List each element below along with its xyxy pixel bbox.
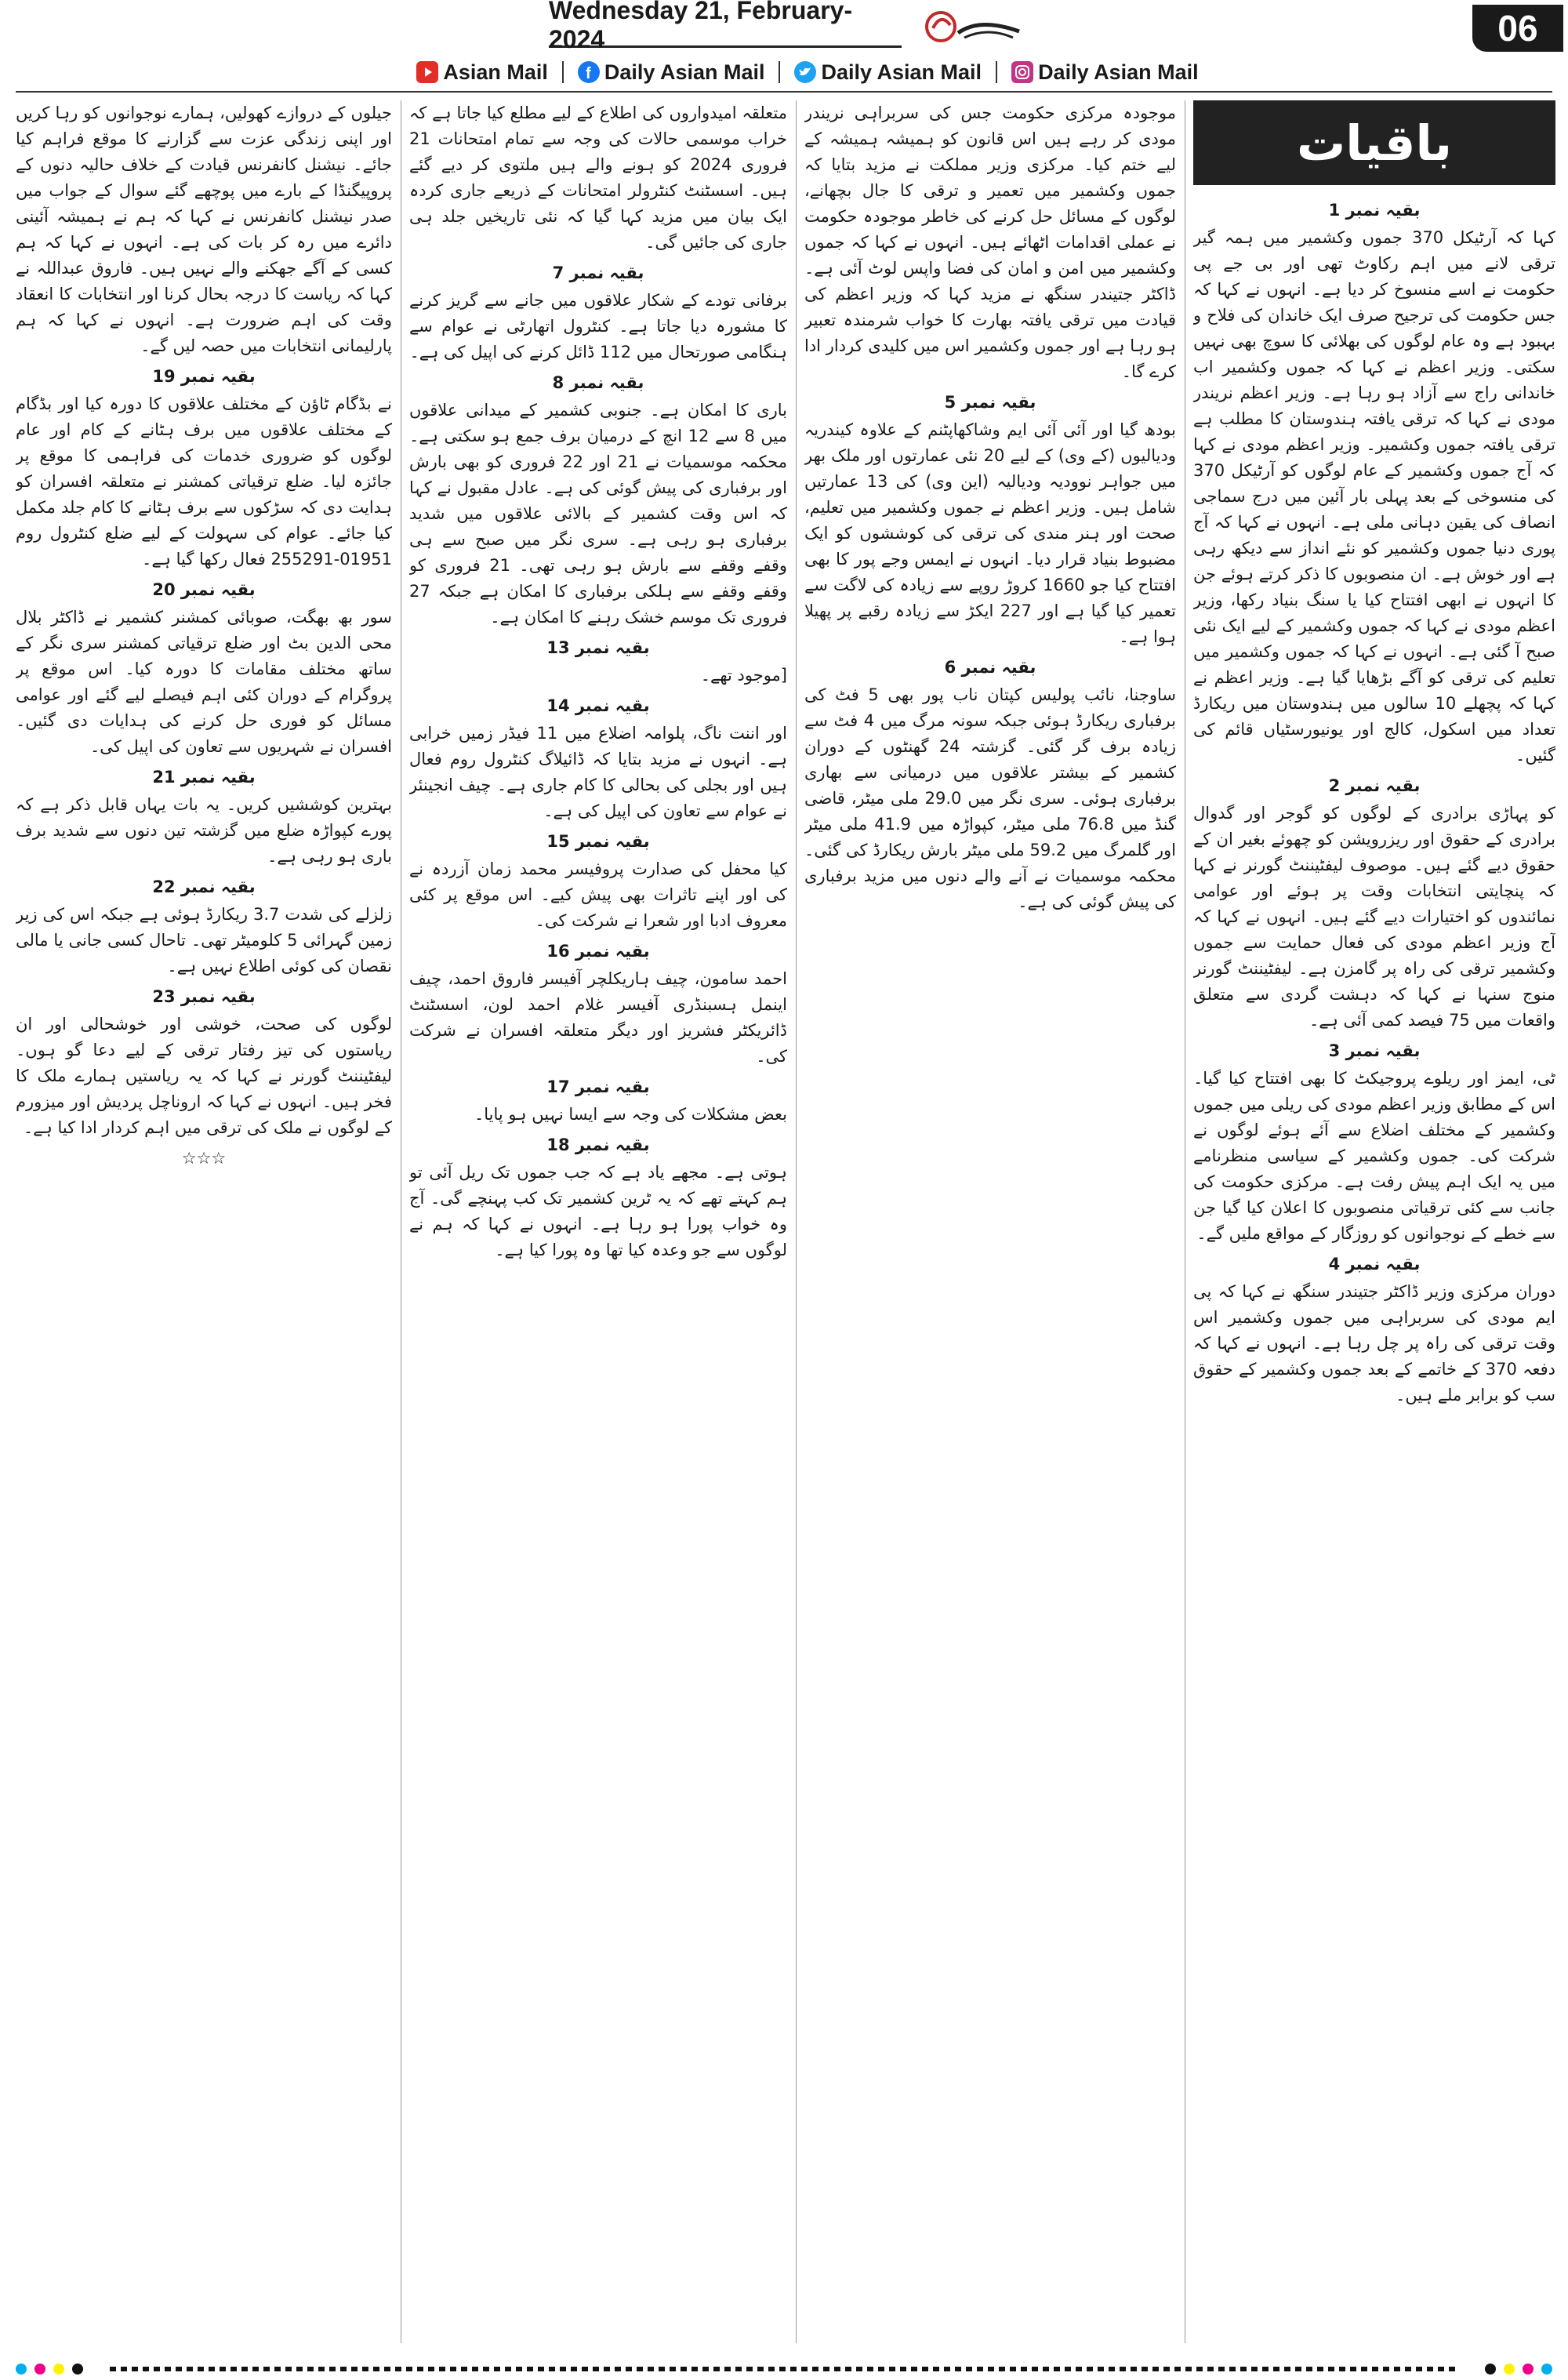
section-head: بقیہ نمبر 19: [152, 367, 256, 386]
section-head: بقیہ نمبر 4: [1328, 1255, 1421, 1274]
divider: [562, 61, 564, 83]
section-text: احمد سامون، چیف ہاریکلچر آفیسر فاروق احمد، چیف اینمل ہسبنڈری آفیسر غلام احمد لون، اسسٹنٹ ڈائریکٹر فشریز اور دیگر متعلقہ افسران نے شرکت کی۔: [409, 969, 787, 1066]
column-2: [804, 100, 1176, 2343]
section-text: باری کا امکان ہے۔ جنوبی کشمیر کے میدانی علاقوں میں 8 سے 12 انچ کے درمیان برف جمع ہو سکتی ہے۔ محکمہ موسمیات نے 21 اور 22 فروری کو بھی بارش اور برفباری کی پیش گوئی کی ہے۔ عادل مقبول نے کہا کہ اس وقت کشمیر کے بالائی علاقوں میں شدید برفباری ہو رہی ہے۔ سری نگر میں صبح سے ہی وقفے وقفے سے بارش ہو رہی تھی۔ 21 فروری کو وقفے وقفے سے ہلکی برفباری کا امکان ہے جبکہ 27 فروری تک موسم خشک رہنے کا امکان ہے۔: [409, 401, 787, 627]
section-head: بقیہ نمبر 15: [546, 832, 650, 851]
section-text: نے بڈگام ٹاؤن کے مختلف علاقوں کا دورہ کیا اور بڈگام کے مختلف علاقوں میں برف ہٹانے کے کام اور عام لوگوں کو ضروری خدمات کی فراہمی کا موقع پر جائزہ لیا۔ ضلع ترقیاتی کمشنر نے متعلقہ افسران کو ہدایت دی کہ سڑکوں سے برف ہٹانے کا کام جلد مکمل کیا جائے۔ عوام کی سہولت کے لیے ضلع کنٹرول روم 01951-255291 فعال رکھا گیا ہے۔: [16, 394, 392, 569]
section-text: بعض مشکلات کی وجہ سے ایسا نہیں ہو پایا۔: [474, 1105, 787, 1124]
column-1: [1193, 193, 1555, 2343]
section-head: بقیہ نمبر 6: [944, 658, 1036, 677]
section-text: لوگوں کی صحت، خوشی اور خوشحالی اور ان ریاستوں کی تیز رفتار ترقی کے لیے دعا گو ہوں۔ لیفٹیننٹ گورنر نے کہا کہ یہ ریاستیں ہمارے ملک کا فخر ہیں۔ انہوں نے کہا کہ اروناچل پردیش اور میزورم کے لوگوں نے ملک کی ترقی میں اہم کردار ادا کیا ہے۔: [16, 1015, 392, 1137]
social-facebook[interactable]: [578, 60, 765, 85]
page-header: [0, 0, 1568, 53]
section-text: اور اننت ناگ، پلوامہ اضلاع میں 11 فیڈر زمیں خرابی ہے۔ انہوں نے مزید بتایا کہ ڈائیلاگ کنٹرول روم فعال ہیں اور بجلی کی بحالی کا کام جاری ہے۔ چیف انجینئر نے عوام سے تعاون کی اپیل کی ہے۔: [409, 724, 787, 820]
section-head: بقیہ نمبر 18: [546, 1135, 650, 1154]
section-text: بودھ گیا اور آئی آئی ایم وشاکھاپٹنم کے علاوہ کیندریہ ودیالیوں (کے وی) کے لیے 20 نئی عمارتوں اور ملک بھر میں جواہر نوودیہ ودیالیہ (این وی) کی 13 عمارتیں شامل ہیں۔ وزیر اعظم نے جموں وکشمیر میں تعلیم، صحت اور ہنر مندی کی ترقی کی کوششوں کو ایک مضبوط بنیاد قرار دیا۔ انہوں نے ایمس وجے پور کا بھی افتتاح کیا جو 1660 کروڑ روپے سے زیادہ کی لاگت سے تعمیر کیا گیا ہے اور 227 ایکڑ سے زیادہ رقبے پر پھیلا ہوا ہے۔: [804, 420, 1176, 646]
section-text: ساوجنا، نائب پولیس کپتان ناب پور بھی 5 فٹ کی برفباری ریکارڈ ہوئی جبکہ سونہ مرگ میں 4 فٹ سے زیادہ برف گر گئی۔ گزشتہ 24 گھنٹوں کے دوران کشمیر کے بیشتر علاقوں میں درمیانی سے بھاری برفباری ہوئی۔ سری نگر میں 29.0 ملی میٹر، قاضی گنڈ میں 76.8 ملی میٹر، کپواڑہ میں 41.9 ملی میٹر اور گلمرگ میں 59.2 ملی میٹر بارش ریکارڈ کی گئی۔ محکمہ موسمیات نے آنے والے دنوں میں مزید برفباری کی پیش گوئی کی ہے۔: [804, 685, 1176, 911]
section-head: بقیہ نمبر 3: [1328, 1041, 1421, 1060]
social-label: Daily Asian Mail: [1038, 60, 1199, 84]
section-head: بقیہ نمبر 16: [546, 942, 650, 961]
youtube-icon: [416, 61, 438, 83]
social-twitter[interactable]: [794, 60, 982, 85]
section-text: زلزلے کی شدت 3.7 ریکارڈ ہوئی ہے جبکہ اس کی زیر زمین گہرائی 5 کلومیٹر تھی۔ تاحال کسی جانی یا مالی نقصان کی کوئی اطلاع نہیں ہے۔: [16, 905, 392, 976]
section-text: کو پہاڑی برادری کے لوگوں کو گوجر اور گدوال برادری کے حقوق اور ریزرویشن کو چھوئے بغیر ان کے حقوق دیے گئے ہیں۔ موصوف لیفٹیننٹ گورنر نے کہا کہ پنچایتی انتخابات وقت پر ہوئے اور عوامی نمائندوں کو اختیارات دیے گئے ہیں۔ انہوں نے کہا کہ آج وزیر اعظم مودی کی فعال حمایت سے جموں وکشمیر ترقی کی راہ پر گامزن ہے۔ لیفٹیننٹ گورنر منوج سنہا نے کہا کہ دہشت گردی سے متعلق واقعات میں 75 فیصد کمی آئی ہے۔: [1193, 804, 1555, 1030]
column-4: [16, 100, 392, 2343]
divider: [996, 61, 997, 83]
page-number: 06: [1472, 5, 1563, 52]
section-head: بقیہ نمبر 23: [152, 987, 256, 1006]
social-links-bar: [416, 56, 1200, 88]
section-title: باقیات: [1193, 100, 1555, 185]
registration-bar: [110, 2367, 1458, 2371]
twitter-icon: [794, 61, 816, 83]
section-head: بقیہ نمبر 17: [546, 1077, 650, 1096]
print-registration-strip: [0, 2359, 1568, 2380]
section-text: [موجود تھے۔: [700, 666, 787, 685]
section-head: بقیہ نمبر 8: [552, 373, 644, 392]
section-text: سور بھ بھگت، صوبائی کمشنر کشمیر نے ڈاکٹر بلال محی الدین بٹ اور ضلع ترقیاتی کمشنر سری نگر کے ساتھ مختلف مقامات کا دورہ کیا۔ اس موقع پر پروگرام کے دوران کئی اہم فیصلے لیے گئے اور عوامی مسائل کو فوری حل کرنے کی ہدایات دی گئیں۔ افسران نے شہریوں سے تعاون کی اپیل کی۔: [16, 608, 392, 756]
section-head: بقیہ نمبر 14: [546, 696, 650, 715]
cyan-dot-icon: [16, 2364, 27, 2375]
section-text: جیلوں کے دروازے کھولیں، ہمارے نوجوانوں کو رہا کریں اور اپنی زندگی عزت سے گزارنے کا موقع فراہم کیا جائے۔ نیشنل کانفرنس قیادت کے خلاف حالیہ دنوں کے پروپیگنڈا کے بارے میں پوچھے گئے سوال کے جواب میں صدر نیشنل کانفرنس نے کہا کہ ہم نے ہمیشہ آئینی دائرے میں رہ کر بات کی ہے۔ انہوں نے کہا کہ ہم کسی کے آگے جھکنے والے نہیں ہیں۔ فاروق عبداللہ نے کہا کہ ریاست کا درجہ بحال کرنا اور انتخابات کا انعقاد وقت کی اہم ضرورت ہے۔ انہوں نے کہا کہ ہم پارلیمانی انتخابات میں حصہ لیں گے۔: [16, 104, 392, 355]
section-text: ٹی، ایمز اور ریلوے پروجیکٹ کا بھی افتتاح کیا گیا۔ اس کے مطابق وزیر اعظم مودی کی ریلی میں جموں وکشمیر کے مختلف اضلاع سے آئے ہوئے لوگوں نے شرکت کی۔ جموں وکشمیر کے سیاسی منظرنامے میں یہ ایک اہم پیش رفت ہے۔ مرکزی حکومت کی جانب سے کئی ترقیاتی منصوبوں کا اعلان کیا گیا جن سے خطے کے نوجوانوں کو روزگار کے مواقع ملیں گے۔: [1193, 1069, 1555, 1243]
section-head: بقیہ نمبر 13: [546, 638, 650, 657]
newspaper-logo: [909, 3, 1027, 50]
social-instagram[interactable]: [1011, 60, 1199, 85]
section-head: بقیہ نمبر 1: [1328, 201, 1421, 220]
instagram-icon: [1011, 61, 1033, 83]
svg-text:f: f: [585, 65, 591, 82]
cyan-dot-icon: [1541, 2364, 1552, 2375]
section-text: کیا محفل کی صدارت پروفیسر محمد زمان آزردہ نے کی اور اپنے تاثرات بھی پیش کیے۔ اس موقع پر کئی معروف ادبا اور شعرا نے شرکت کی۔: [409, 859, 787, 930]
section-head: بقیہ نمبر 20: [152, 580, 256, 599]
section-text: کہا کہ آرٹیکل 370 جموں وکشمیر میں ہمہ گیر ترقی لانے میں اہم رکاوٹ تھی اور بی جے پی حکومت نے اسے منسوخ کر دیا ہے۔ انہوں نے کہا کہ جس حکومت کی ترجیح صرف ایک خاندان کی فلاح و بہبود ہے وہ عام لوگوں کی بھلائی کا سوچ بھی نہیں سکتی۔ وزیر اعظم نے کہا کہ جموں وکشمیر اب خاندانی راج سے آزاد ہو رہا ہے۔ وزیر اعظم نریندر مودی نے کہا کہ ترقی یافتہ ہندوستان کا مطلب ہے ترقی یافتہ جموں وکشمیر۔ وزیر اعظم مودی نے کہا کہ آج جموں وکشمیر کے عام لوگوں کو آرٹیکل 370 کی منسوخی کے بعد پہلی بار آئین میں درج سماجی انصاف کی یقین دہانی ملی ہے۔ انہوں نے کہا کہ آج پوری دنیا جموں وکشمیر کو نئے انداز سے دیکھ رہی ہے اور خوش ہے۔ ان منصوبوں کا ذکر کرتے ہوئے جن کا انہوں نے ابھی افتتاح کیا یا سنگ بنیاد رکھا، وزیر اعظم مودی نے کہا کہ جموں وکشمیر کے لیے ایک نئی صبح آ گئی ہے۔ انہوں نے کہا کہ جموں وکشمیر میں تعلیم کی ترقی کو آگے بڑھایا گیا ہے۔ وزیر اعظم نے کہا کہ پچھلے 10 سالوں میں ہندوستان میں ریکارڈ تعداد میں اسکول، کالج اور یونیورسٹیاں قائم کی گئیں۔: [1193, 228, 1555, 765]
section-text: متعلقہ امیدواروں کی اطلاع کے لیے مطلع کیا جاتا ہے کہ خراب موسمی حالات کی وجہ سے تمام امتحانات 21 فروری 2024 کو ہونے والے ہیں ملتوی کر دیے گئے ہیں۔ اسسٹنٹ کنٹرولر امتحانات کے ذریعے جاری کردہ ایک بیان میں مزید کہا گیا کہ نئی تاریخیں جلد ہی جاری کی جائیں گی۔: [409, 104, 787, 252]
section-head: بقیہ نمبر 21: [152, 768, 256, 787]
social-youtube[interactable]: [416, 60, 548, 85]
yellow-dot-icon: [1504, 2364, 1515, 2375]
social-label: Daily Asian Mail: [821, 60, 982, 84]
section-text: ہوتی ہے۔ مجھے یاد ہے کہ جب جموں تک ریل آئی تو ہم کہتے تھے کہ یہ ٹرین کشمیر تک کب پہنچے گی۔ آج وہ خواب پورا ہو رہا ہے۔ انہوں نے کہا کہ ہم نے لوگوں سے جو وعدہ کیا تھا وہ پورا کیا ہے۔: [409, 1163, 787, 1259]
column-3: [409, 100, 787, 2343]
section-head: بقیہ نمبر 22: [152, 878, 256, 896]
section-head: بقیہ نمبر 2: [1328, 776, 1421, 795]
black-dot-icon: [72, 2364, 83, 2375]
section-text: بہترین کوششیں کریں۔ یہ بات یہاں قابل ذکر ہے کہ پورے کپواڑہ ضلع میں گزشتہ تین دنوں سے شدید برف باری ہو رہی ہے۔: [16, 795, 392, 866]
header-rule: [16, 91, 1552, 93]
social-label: Daily Asian Mail: [604, 60, 765, 84]
divider: [779, 61, 780, 83]
section-text: موجودہ مرکزی حکومت جس کی سربراہی نریندر مودی کر رہے ہیں اس قانون کو ہمیشہ ہمیشہ کے لیے ختم کیا۔ مرکزی وزیر مملکت نے مزید بتایا کہ جموں وکشمیر میں تعمیر و ترقی کا جال بچھانے، لوگوں کے مسائل حل کرنے کی خاطر موجودہ حکومت نے عملی اقدامات اٹھائے ہیں۔ انہوں نے کہا کہ جموں وکشمیر میں امن و امان کی فضا واپس لوٹ آئی ہے۔ ڈاکٹر جتیندر سنگھ نے مزید کہا کہ وزیر اعظم کی قیادت میں ترقی یافتہ بھارت کا خواب شرمندہ تعبیر ہو رہا ہے اور جموں وکشمیر اس میں کلیدی کردار ادا کرے گا۔: [804, 104, 1176, 381]
black-dot-icon: [1485, 2364, 1496, 2375]
facebook-icon: [578, 61, 600, 83]
end-ornament: ☆☆☆: [181, 1149, 227, 1168]
section-text: برفانی تودے کے شکار علاقوں میں جانے سے گریز کرنے کا مشورہ دیا جاتا ہے۔ کنٹرول اتھارٹی نے عوام سے ہنگامی صورتحال میں 112 ڈائل کرنے کی اپیل کی ہے۔: [409, 291, 787, 362]
magenta-dot-icon: [1523, 2364, 1534, 2375]
magenta-dot-icon: [34, 2364, 45, 2375]
section-text: دوران مرکزی وزیر ڈاکٹر جتیندر سنگھ نے کہا کہ پی ایم مودی کی سربراہی میں جموں وکشمیر اس وقت ترقی کی راہ پر چل رہا ہے۔ انہوں نے کہا کہ دفعہ 370 کے خاتمے کے بعد جموں وکشمیر کے حقوق سب کو برابر ملے ہیں۔: [1193, 1282, 1555, 1404]
issue-date: Wednesday 21, February-2024: [549, 5, 902, 48]
yellow-dot-icon: [53, 2364, 64, 2375]
section-head: بقیہ نمبر 7: [552, 263, 644, 282]
section-head: بقیہ نمبر 5: [944, 393, 1036, 412]
social-label: Asian Mail: [443, 60, 548, 84]
column-divider: [796, 100, 797, 2343]
